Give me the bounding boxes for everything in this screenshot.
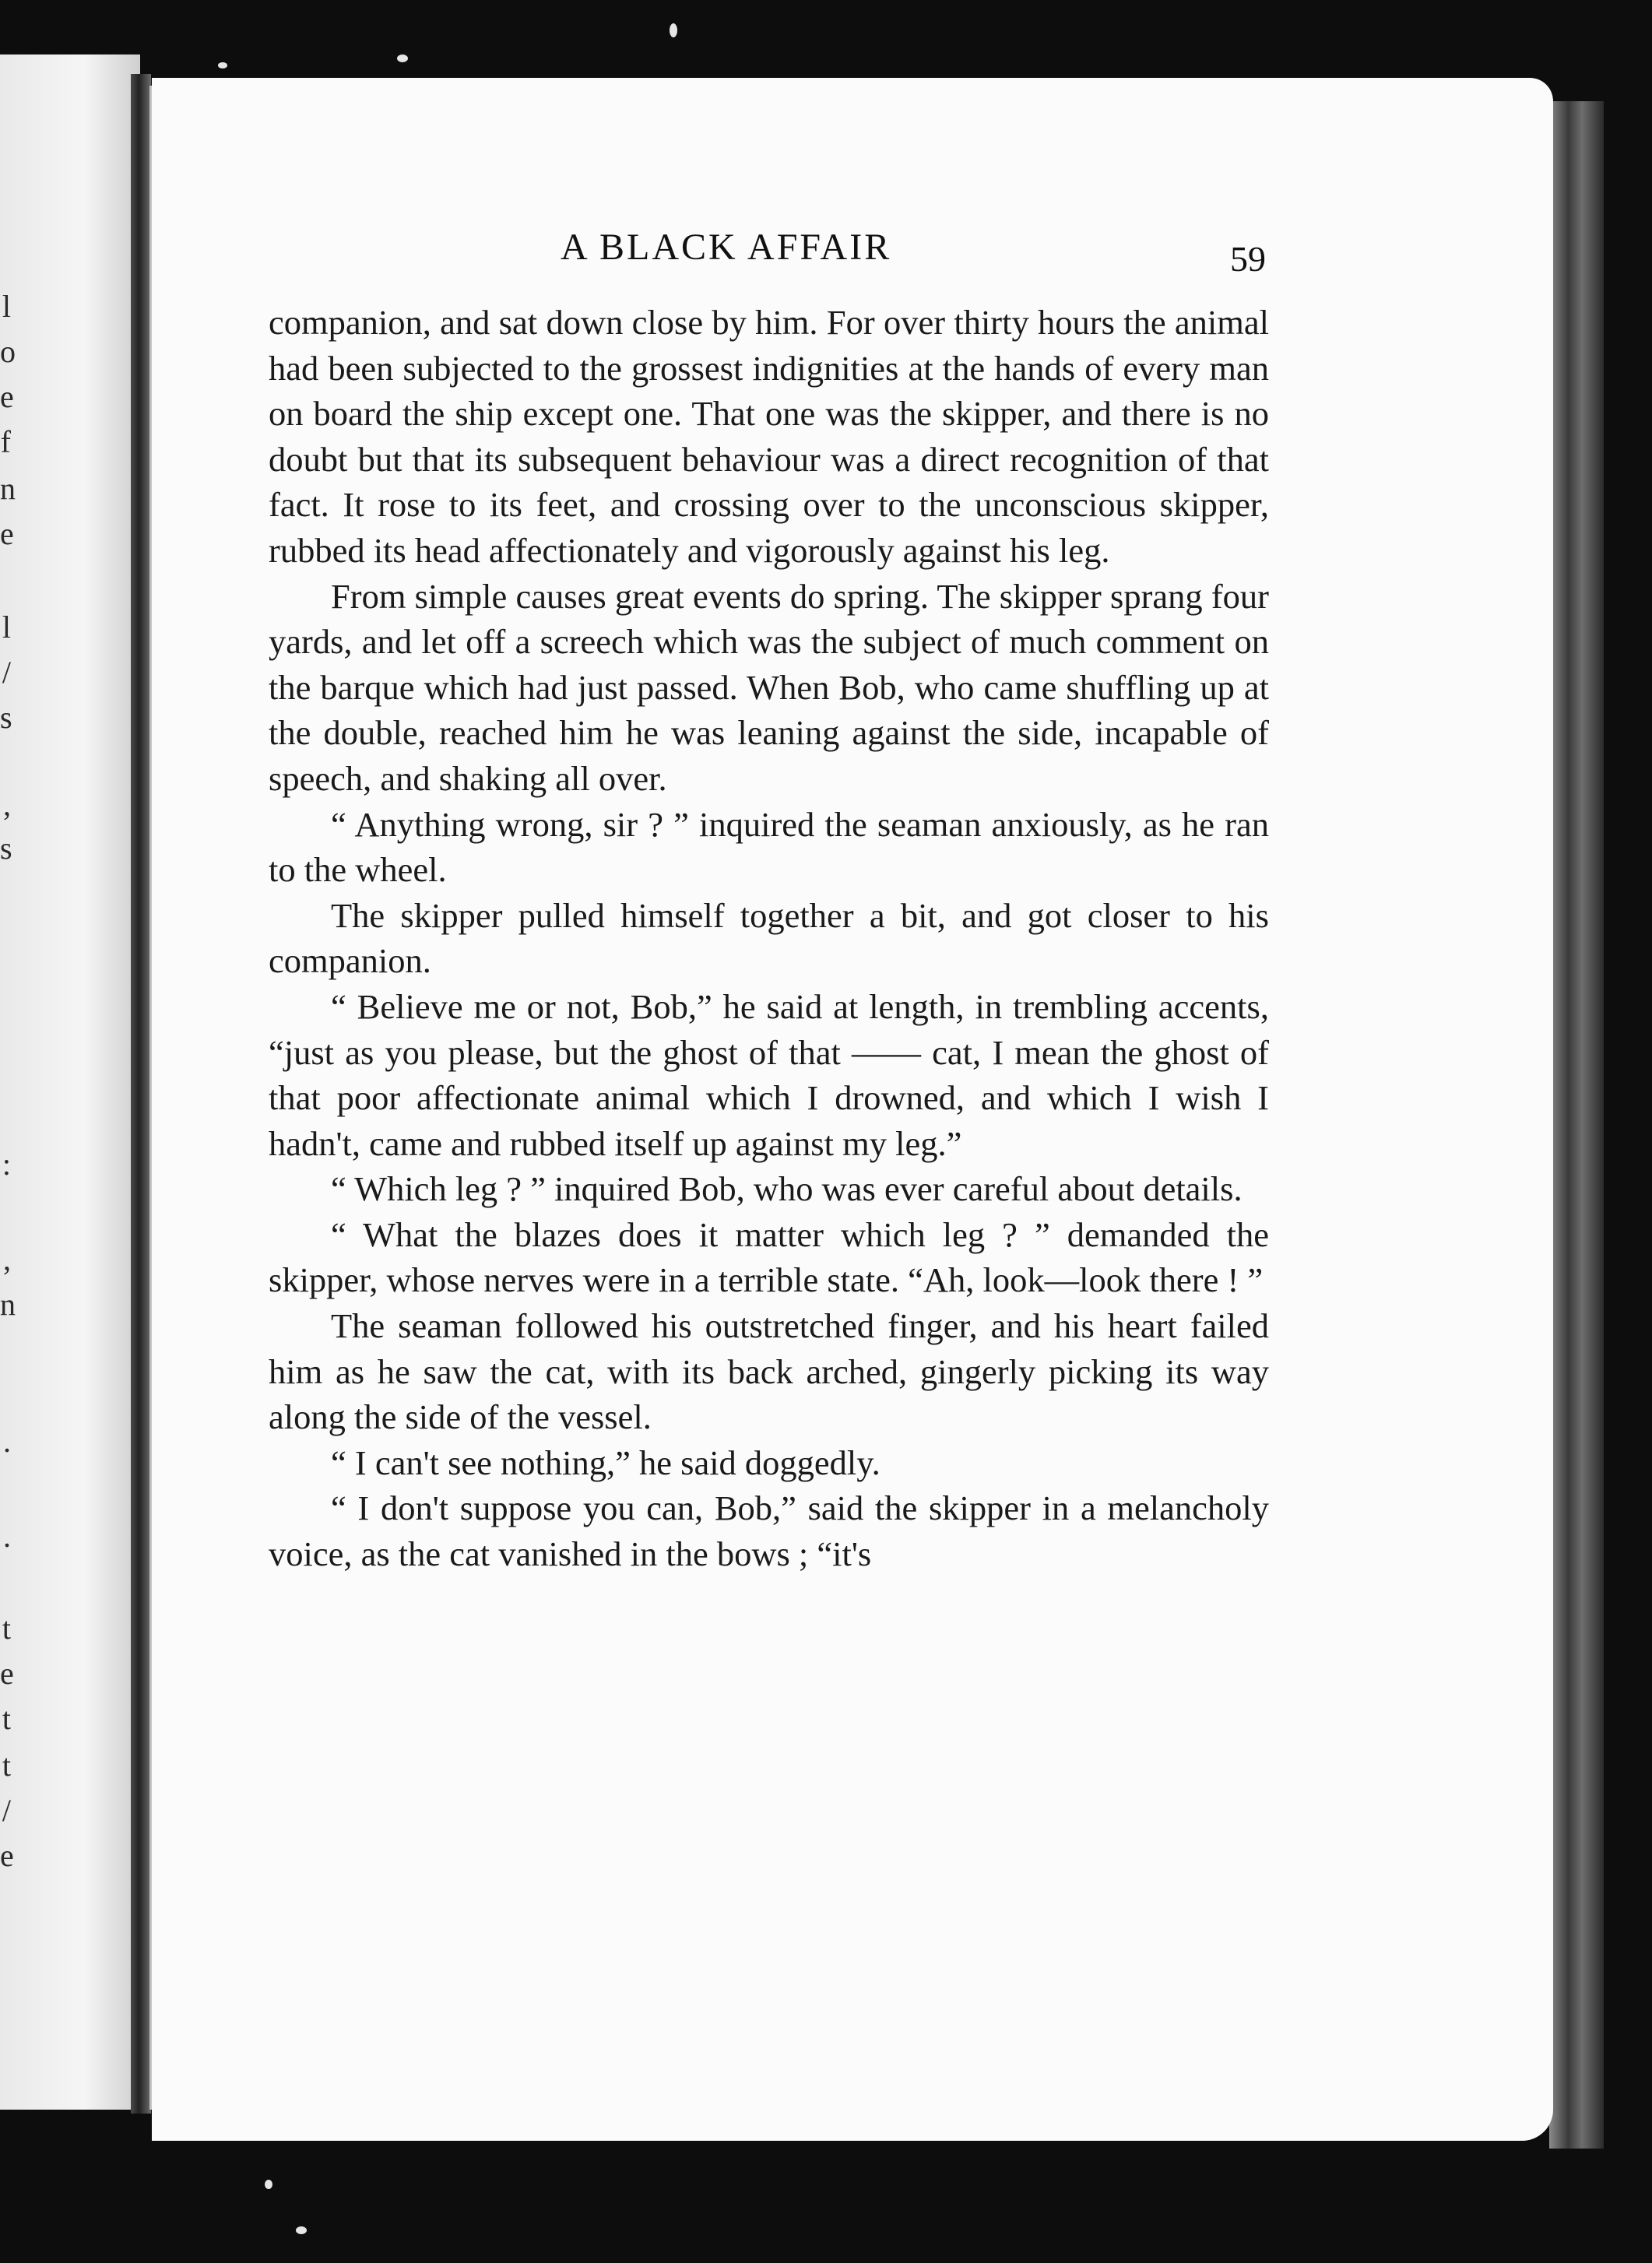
dust-speck (397, 54, 408, 62)
left-page-fragment: , (3, 1242, 11, 1277)
body-text (269, 300, 1269, 1577)
book-spine (131, 74, 151, 2114)
left-page-fragment: t (2, 1611, 11, 1646)
paragraph: The skipper pulled himself together a bit, and got closer to his companion. (269, 895, 1269, 981)
paragraph: “ Believe me or not, Bob,” he said at length, in trembling accents, “just as you please, but the ghost of that —— cat, I mean the ghost of that poor affectionate animal which I drowned, and which I wish I hadn't, came and rubbed itself up against my leg.” (269, 986, 1269, 1163)
left-page-fragment: l (2, 610, 11, 645)
paragraph: “ What the blazes does it matter which leg ? ” demanded the skipper, whose nerves were in a terrible state. “Ah, look—look there ! ” (269, 1214, 1269, 1300)
left-page-fragment: e (0, 1656, 14, 1691)
right-page-edge (1549, 101, 1604, 2149)
left-page-fragment: . (3, 1424, 11, 1459)
left-page-fragment: n (0, 471, 16, 506)
paragraph: “ Anything wrong, sir ? ” inquired the seaman anxiously, as he ran to the wheel. (269, 804, 1269, 890)
dust-speck (265, 2180, 272, 2189)
page-number: 59 (1230, 239, 1266, 279)
left-page-fragment: o (0, 334, 16, 369)
left-page-fragment: t (2, 1748, 11, 1783)
left-page-fragment: s (0, 700, 12, 735)
paragraph: companion, and sat down close by him. For over thirty hours the animal had been subjected to the grossest indignities at the hands of every man on board the ship except one. That one was the skipper, and there is no doubt but that its subsequent behaviour was a direct recognition of that fact. It rose to its feet, and crossing over to the unconscious skipper, rubbed its head affectionately and vigorously against his leg. (269, 303, 1269, 570)
paragraph: “ I can't see nothing,” he said doggedly. (331, 1442, 880, 1482)
paragraph: “ Which leg ? ” inquired Bob, who was ever careful about details. (331, 1169, 1243, 1209)
left-page-fragment: e (0, 379, 14, 414)
dust-speck (218, 62, 227, 69)
paragraph: “ I don't suppose you can, Bob,” said the skipper in a melancholy voice, as the cat vanished in the bows ; “it's (269, 1488, 1269, 1574)
dust-speck (296, 2226, 307, 2234)
dust-speck (670, 23, 677, 37)
left-page-fragment: / (2, 1793, 11, 1828)
running-head (152, 226, 1553, 279)
left-page-fragment: s (0, 831, 12, 866)
left-page-fragment: : (2, 1147, 11, 1182)
running-title: A BLACK AFFAIR (561, 227, 892, 268)
left-page-fragment: e (0, 1838, 14, 1873)
left-page-fragment: , (3, 787, 11, 822)
left-page-fragment: . (3, 1519, 11, 1554)
left-page-fragment: e (0, 516, 14, 551)
left-page-edge (0, 54, 140, 2110)
paragraph: From simple causes great events do spring. The skipper sprang four yards, and let off a screech which was the subject of much comment on the barque which had just passed. When Bob, who came shuffling up at the double, reached him he was leaning against the side, incapable of speech, and shaking all over. (269, 576, 1269, 798)
left-page-fragment: / (2, 655, 11, 690)
left-page-fragment: l (2, 289, 11, 324)
left-page-fragment: t (2, 1701, 11, 1736)
left-page-fragment: f (0, 424, 11, 459)
left-page-fragment: n (0, 1287, 16, 1322)
paragraph: The seaman followed his outstretched finger, and his heart failed him as he saw the cat, with its back arched, gingerly picking its way along the side of the vessel. (269, 1306, 1269, 1437)
